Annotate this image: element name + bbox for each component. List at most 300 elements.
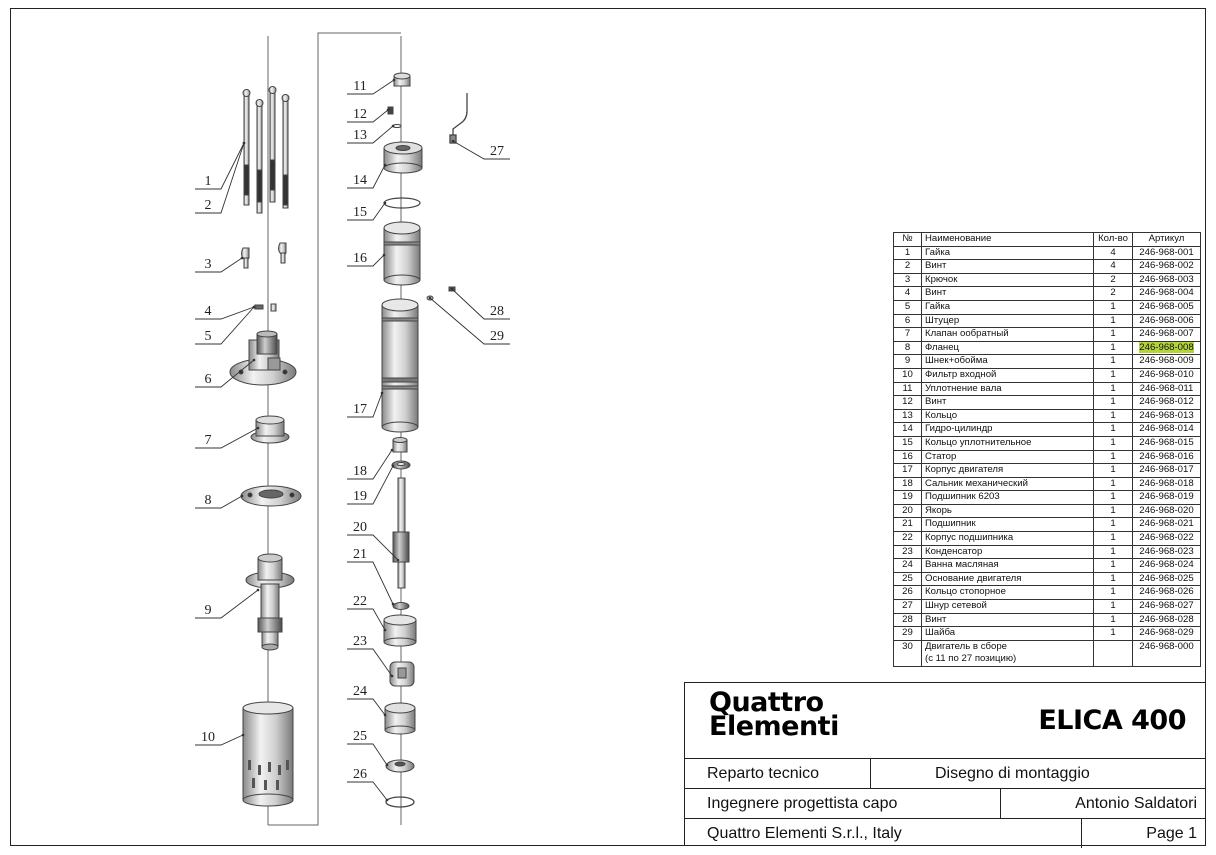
part-7-check-valve <box>251 416 289 443</box>
cell-qty <box>1094 600 1133 614</box>
table-row <box>894 273 1201 287</box>
cell-code <box>1133 396 1201 410</box>
cell-name <box>922 368 1094 382</box>
callout-dot-23 <box>391 675 394 678</box>
cell-code <box>1133 627 1201 641</box>
cell-code <box>1133 532 1201 546</box>
cell-code <box>1133 559 1201 573</box>
drawing-type-cell: Disegno di montaggio <box>935 765 1090 782</box>
callout-label-25: 25 <box>353 729 367 744</box>
callout-dot-5 <box>253 306 256 309</box>
callout-dot-16 <box>383 254 386 257</box>
cell-name <box>922 464 1094 478</box>
cell-name <box>922 300 1094 314</box>
cell-no-text: 12 <box>902 396 913 408</box>
cell-qty <box>1094 532 1133 546</box>
cell-code-text: 246-968-019 <box>1139 491 1194 503</box>
cell-code <box>1133 341 1201 355</box>
cell-code <box>1133 477 1201 491</box>
cell-code <box>1133 287 1201 301</box>
cell-qty-text: 1 <box>1110 314 1116 326</box>
cell-qty-text: 1 <box>1110 450 1116 462</box>
table-row <box>894 409 1201 423</box>
cell-qty <box>1094 246 1133 260</box>
company-logo <box>709 687 839 742</box>
callout-label-16: 16 <box>353 251 367 266</box>
cell-no <box>894 368 922 382</box>
callout-dot-8 <box>241 495 244 498</box>
cell-qty <box>1094 300 1133 314</box>
cell-name-text: Крючок <box>925 273 958 285</box>
callout-label-8: 8 <box>204 493 212 508</box>
cell-code-text: 246-968-006 <box>1139 314 1194 326</box>
cell-no-text: 25 <box>902 572 913 584</box>
cell-qty-text: 1 <box>1110 559 1116 571</box>
cell-qty-text: 2 <box>1110 287 1116 299</box>
table-row <box>894 450 1201 464</box>
header-no: № <box>894 233 922 247</box>
cell-no <box>894 491 922 505</box>
callout-label-2: 2 <box>204 198 212 213</box>
part-25-motor-base <box>386 760 414 772</box>
title-row-department <box>685 758 1206 789</box>
cell-code-text: 246-968-001 <box>1139 246 1194 258</box>
callout-dot-10 <box>242 734 245 737</box>
cell-qty-text: 1 <box>1110 409 1116 421</box>
role-cell: Ingegnere progettista capo <box>685 789 1001 819</box>
table-row <box>894 600 1201 614</box>
cell-qty-text: 1 <box>1110 572 1116 584</box>
cell-name-text: Конденсатор <box>925 545 983 557</box>
part-23-capacitor <box>390 662 414 686</box>
cell-name <box>922 613 1094 627</box>
cell-qty-text: 1 <box>1110 504 1116 516</box>
table-row <box>894 559 1201 573</box>
cell-name-text: Корпус подшипника <box>925 532 1014 544</box>
header-qty: Кол-во <box>1094 233 1133 247</box>
part-8-flange <box>241 486 301 506</box>
cell-name <box>922 355 1094 369</box>
cell-code <box>1133 300 1201 314</box>
callout-leader-25 <box>347 744 387 765</box>
cell-name-text: Кольцо <box>925 409 958 421</box>
cell-name-text: Фильтр входной <box>925 368 997 380</box>
cell-no-text: 19 <box>902 491 913 503</box>
cell-code-text: 246-968-027 <box>1139 600 1194 612</box>
cell-no <box>894 300 922 314</box>
callout-leader-2 <box>195 143 244 213</box>
cell-qty-text: 2 <box>1110 273 1116 285</box>
cell-qty <box>1094 260 1133 274</box>
cell-no-text: 13 <box>902 409 913 421</box>
cell-no <box>894 532 922 546</box>
cell-code-text: 246-968-023 <box>1139 545 1194 557</box>
part-10-inlet-filter <box>243 702 293 806</box>
cell-no-text: 9 <box>904 355 911 367</box>
engineer-cell: Antonio Saldatori <box>1075 795 1197 812</box>
cell-no <box>894 627 922 641</box>
cell-name <box>922 491 1094 505</box>
cell-code <box>1133 368 1201 382</box>
cell-no-text: 18 <box>902 477 913 489</box>
cell-no <box>894 572 922 586</box>
callout-dot-7 <box>257 427 260 430</box>
cell-no <box>894 382 922 396</box>
cell-name-text: Клапан ообратный <box>925 328 1009 340</box>
cell-name-text: Ванна масляная <box>925 559 999 571</box>
callout-label-18: 18 <box>353 464 367 479</box>
cell-no <box>894 260 922 274</box>
cell-no <box>894 341 922 355</box>
cell-qty <box>1094 613 1133 627</box>
cell-qty <box>1094 491 1133 505</box>
cell-qty-text: 1 <box>1110 586 1116 598</box>
cell-name <box>922 504 1094 518</box>
cell-qty-text: 1 <box>1110 477 1116 489</box>
cell-no-text: 5 <box>904 300 911 312</box>
callout-dot-20 <box>397 559 400 562</box>
cell-no <box>894 287 922 301</box>
part-6-fitting <box>230 331 296 385</box>
table-row <box>894 436 1201 450</box>
cell-no-text: 24 <box>902 559 913 571</box>
cell-code-text: 246-968-007 <box>1139 328 1194 340</box>
company-cell: Quattro Elementi S.r.l., Italy <box>685 819 1082 848</box>
cell-qty <box>1094 341 1133 355</box>
callout-leader-23 <box>347 649 392 676</box>
table-row <box>894 491 1201 505</box>
part-19-bearing-6203 <box>392 461 410 469</box>
cell-code <box>1133 409 1201 423</box>
callout-leader-3 <box>195 258 242 272</box>
cell-code <box>1133 260 1201 274</box>
cell-qty <box>1094 450 1133 464</box>
cell-qty <box>1094 368 1133 382</box>
cell-name-text: Штуцер <box>925 314 960 326</box>
callout-dot-26 <box>386 799 389 802</box>
cell-no-text: 11 <box>902 382 913 394</box>
cell-no-text: 26 <box>902 586 913 598</box>
cell-code-text: 246-968-029 <box>1139 627 1194 639</box>
table-row <box>894 300 1201 314</box>
cell-name <box>922 382 1094 396</box>
table-row <box>894 572 1201 586</box>
table-row <box>894 355 1201 369</box>
title-row-engineer <box>685 788 1206 819</box>
cell-no-text: 30 <box>902 640 913 652</box>
table-row <box>894 423 1201 437</box>
cell-qty <box>1094 273 1133 287</box>
cell-name-text: Статор <box>925 450 957 462</box>
cell-name-text: Двигатель в сборе (с 11 по 27 позицию) <box>925 640 1017 665</box>
callout-dot-29 <box>429 297 432 300</box>
table-row <box>894 627 1201 641</box>
callout-label-1: 1 <box>204 174 212 189</box>
part-1-2-long-bolts <box>243 87 289 214</box>
callout-dot-19 <box>392 465 395 468</box>
cell-name <box>922 314 1094 328</box>
cell-code <box>1133 464 1201 478</box>
cell-name-text: Винт <box>925 396 947 408</box>
cell-code-text: 246-968-014 <box>1139 423 1194 435</box>
cell-no-text: 14 <box>902 423 913 435</box>
cell-code-text: 246-968-012 <box>1139 396 1194 408</box>
callout-leader-26 <box>347 782 387 800</box>
cell-no-text: 2 <box>904 260 911 272</box>
cell-code <box>1133 586 1201 600</box>
cell-no-text: 3 <box>904 273 911 285</box>
callout-dot-12 <box>387 109 390 112</box>
callout-label-15: 15 <box>353 205 367 220</box>
cell-code-text: 246-968-005 <box>1139 300 1194 312</box>
cell-qty <box>1094 504 1133 518</box>
cell-name <box>922 273 1094 287</box>
cell-name <box>922 600 1094 614</box>
cell-qty-text: 1 <box>1110 613 1116 625</box>
cell-no <box>894 396 922 410</box>
part-22-bearing-housing <box>384 615 416 646</box>
callout-dot-11 <box>393 79 396 82</box>
cell-name-text: Кольцо уплотнительное <box>925 436 1032 448</box>
cell-code <box>1133 640 1201 666</box>
logo-line-2: Elementi <box>709 711 839 742</box>
logo-line-1: Quattro <box>709 687 824 718</box>
cell-code-text: 246-968-010 <box>1139 368 1194 380</box>
table-row <box>894 396 1201 410</box>
table-row <box>894 504 1201 518</box>
cell-code-text: 246-968-013 <box>1139 409 1194 421</box>
callout-dot-17 <box>381 392 384 395</box>
cell-name <box>922 287 1094 301</box>
table-row <box>894 314 1201 328</box>
cell-code <box>1133 504 1201 518</box>
part-11-shaft-seal <box>394 73 410 86</box>
callout-leader-8 <box>195 496 242 508</box>
callout-label-10: 10 <box>201 730 215 745</box>
cell-name <box>922 627 1094 641</box>
cell-qty-text: 1 <box>1110 627 1116 639</box>
part-20-rotor <box>393 478 409 588</box>
callout-label-5: 5 <box>204 329 212 344</box>
callout-label-20: 20 <box>353 520 367 535</box>
cell-name <box>922 532 1094 546</box>
cell-code-text: 246-968-018 <box>1139 477 1194 489</box>
callout-label-22: 22 <box>353 594 367 609</box>
cell-code-text: 246-968-003 <box>1139 273 1194 285</box>
cell-no <box>894 355 922 369</box>
part-16-stator <box>384 222 420 285</box>
cell-no <box>894 246 922 260</box>
cell-no <box>894 477 922 491</box>
cell-qty-text: 1 <box>1110 545 1116 557</box>
cell-code-text: 246-968-021 <box>1139 518 1194 530</box>
cell-qty <box>1094 287 1133 301</box>
cell-no-text: 4 <box>904 287 911 299</box>
cell-no <box>894 586 922 600</box>
cell-qty <box>1094 464 1133 478</box>
callout-dot-3 <box>241 257 244 260</box>
part-26-retaining-ring <box>386 797 414 807</box>
cell-name <box>922 640 1094 666</box>
callout-dot-6 <box>253 359 256 362</box>
cell-name-text: Шнур сетевой <box>925 600 987 612</box>
callout-leader-24 <box>347 699 385 715</box>
cell-no <box>894 423 922 437</box>
cell-qty-text: 1 <box>1110 355 1116 367</box>
callout-dot-2 <box>243 142 246 145</box>
header-name: Наименование <box>922 233 1094 247</box>
cell-name <box>922 518 1094 532</box>
cell-code-text: 246-968-016 <box>1139 450 1194 462</box>
cell-code-text: 246-968-026 <box>1139 586 1194 598</box>
cell-code-text: 246-968-028 <box>1139 613 1194 625</box>
cell-no-text: 29 <box>902 627 913 639</box>
table-row <box>894 477 1201 491</box>
cell-code <box>1133 518 1201 532</box>
cell-code <box>1133 436 1201 450</box>
cell-no <box>894 613 922 627</box>
cell-name <box>922 586 1094 600</box>
cell-name <box>922 545 1094 559</box>
cell-no <box>894 409 922 423</box>
cell-qty <box>1094 382 1133 396</box>
cell-qty-text: 1 <box>1110 532 1116 544</box>
cell-code-text: 246-968-022 <box>1139 532 1194 544</box>
cell-qty <box>1094 436 1133 450</box>
cell-qty-text: 1 <box>1110 491 1116 503</box>
cell-name-text: Уплотнение вала <box>925 382 1002 394</box>
cell-qty-text: 1 <box>1110 396 1116 408</box>
cell-code <box>1133 273 1201 287</box>
cell-code-text: 246-968-025 <box>1139 572 1194 584</box>
callout-label-29: 29 <box>490 329 504 344</box>
callout-dot-21 <box>392 603 395 606</box>
table-row <box>894 532 1201 546</box>
callout-label-28: 28 <box>490 304 504 319</box>
part-18-mechanical-seal <box>393 438 407 453</box>
callout-label-9: 9 <box>204 603 212 618</box>
cell-code <box>1133 382 1201 396</box>
cell-code-text: 246-968-008 <box>1139 341 1194 353</box>
cell-no-text: 21 <box>902 518 913 530</box>
callout-dot-27 <box>452 140 455 143</box>
callout-dot-24 <box>384 714 387 717</box>
cell-name <box>922 341 1094 355</box>
cell-qty-text: 4 <box>1110 260 1116 272</box>
callout-label-24: 24 <box>353 684 367 699</box>
department-cell: Reparto tecnico <box>685 759 871 789</box>
cell-code-text: 246-968-024 <box>1139 559 1194 571</box>
cell-no-text: 27 <box>902 600 913 612</box>
cell-name-text: Винт <box>925 287 947 299</box>
cell-qty <box>1094 328 1133 342</box>
cell-code-text: 246-968-011 <box>1139 382 1194 394</box>
cell-name-text: Якорь <box>925 504 952 516</box>
cell-code-text: 246-968-017 <box>1139 464 1194 476</box>
cell-no-text: 10 <box>902 368 913 380</box>
cell-name-text: Корпус двигателя <box>925 464 1004 476</box>
cell-no <box>894 450 922 464</box>
callout-label-17: 17 <box>353 402 367 417</box>
cell-qty-text: 1 <box>1110 423 1116 435</box>
cell-no <box>894 273 922 287</box>
cell-code <box>1133 572 1201 586</box>
callout-label-12: 12 <box>353 107 367 122</box>
cell-name-text: Фланец <box>925 341 960 353</box>
table-row <box>894 246 1201 260</box>
cell-qty <box>1094 572 1133 586</box>
callout-label-6: 6 <box>204 372 212 387</box>
callout-leader-22 <box>347 609 385 630</box>
part-3-hooks <box>242 243 287 268</box>
cell-name <box>922 559 1094 573</box>
cell-no <box>894 600 922 614</box>
cell-no <box>894 518 922 532</box>
table-row <box>894 518 1201 532</box>
cell-no-text: 22 <box>902 532 913 544</box>
cell-name <box>922 450 1094 464</box>
cell-no-text: 20 <box>902 504 913 516</box>
cell-qty-text: 1 <box>1110 300 1116 312</box>
cell-no <box>894 314 922 328</box>
cell-no-text: 23 <box>902 545 913 557</box>
table-row <box>894 464 1201 478</box>
cell-qty <box>1094 409 1133 423</box>
callout-label-3: 3 <box>204 257 212 272</box>
callout-label-21: 21 <box>353 547 367 562</box>
table-row <box>894 382 1201 396</box>
table-row <box>894 640 1201 666</box>
cell-code <box>1133 613 1201 627</box>
cell-no <box>894 640 922 666</box>
callout-dot-25 <box>386 764 389 767</box>
callout-dot-18 <box>391 449 394 452</box>
title-block <box>684 682 1206 846</box>
cell-qty-text: 4 <box>1110 246 1116 258</box>
cell-no-text: 8 <box>904 341 911 353</box>
cell-qty <box>1094 355 1133 369</box>
table-row <box>894 260 1201 274</box>
part-24-oil-bath <box>385 703 415 734</box>
callout-label-19: 19 <box>353 489 367 504</box>
cell-no <box>894 504 922 518</box>
cell-no-text: 1 <box>904 246 911 258</box>
cell-qty-text: 1 <box>1110 436 1116 448</box>
cell-no-text: 28 <box>902 613 913 625</box>
cell-no-text: 7 <box>904 328 911 340</box>
cell-code <box>1133 450 1201 464</box>
cell-name-text: Винт <box>925 260 947 272</box>
cell-qty <box>1094 423 1133 437</box>
cell-name-text: Гайка <box>925 300 951 312</box>
table-row <box>894 368 1201 382</box>
callout-dot-22 <box>384 629 387 632</box>
cell-no-text: 15 <box>902 436 913 448</box>
cell-name-text: Подшипник <box>925 518 976 530</box>
callout-label-7: 7 <box>204 433 212 448</box>
cell-no <box>894 559 922 573</box>
cell-name <box>922 572 1094 586</box>
cell-qty-text: 1 <box>1110 518 1116 530</box>
cell-code-text: 246-968-002 <box>1139 260 1194 272</box>
table-row <box>894 586 1201 600</box>
part-17-motor-housing <box>382 299 418 432</box>
callout-dot-28 <box>451 288 454 291</box>
callout-dot-15 <box>384 202 387 205</box>
cell-code-text: 246-968-000 <box>1139 640 1194 652</box>
cell-no <box>894 545 922 559</box>
cell-name-text: Подшипник 6203 <box>925 491 1000 503</box>
